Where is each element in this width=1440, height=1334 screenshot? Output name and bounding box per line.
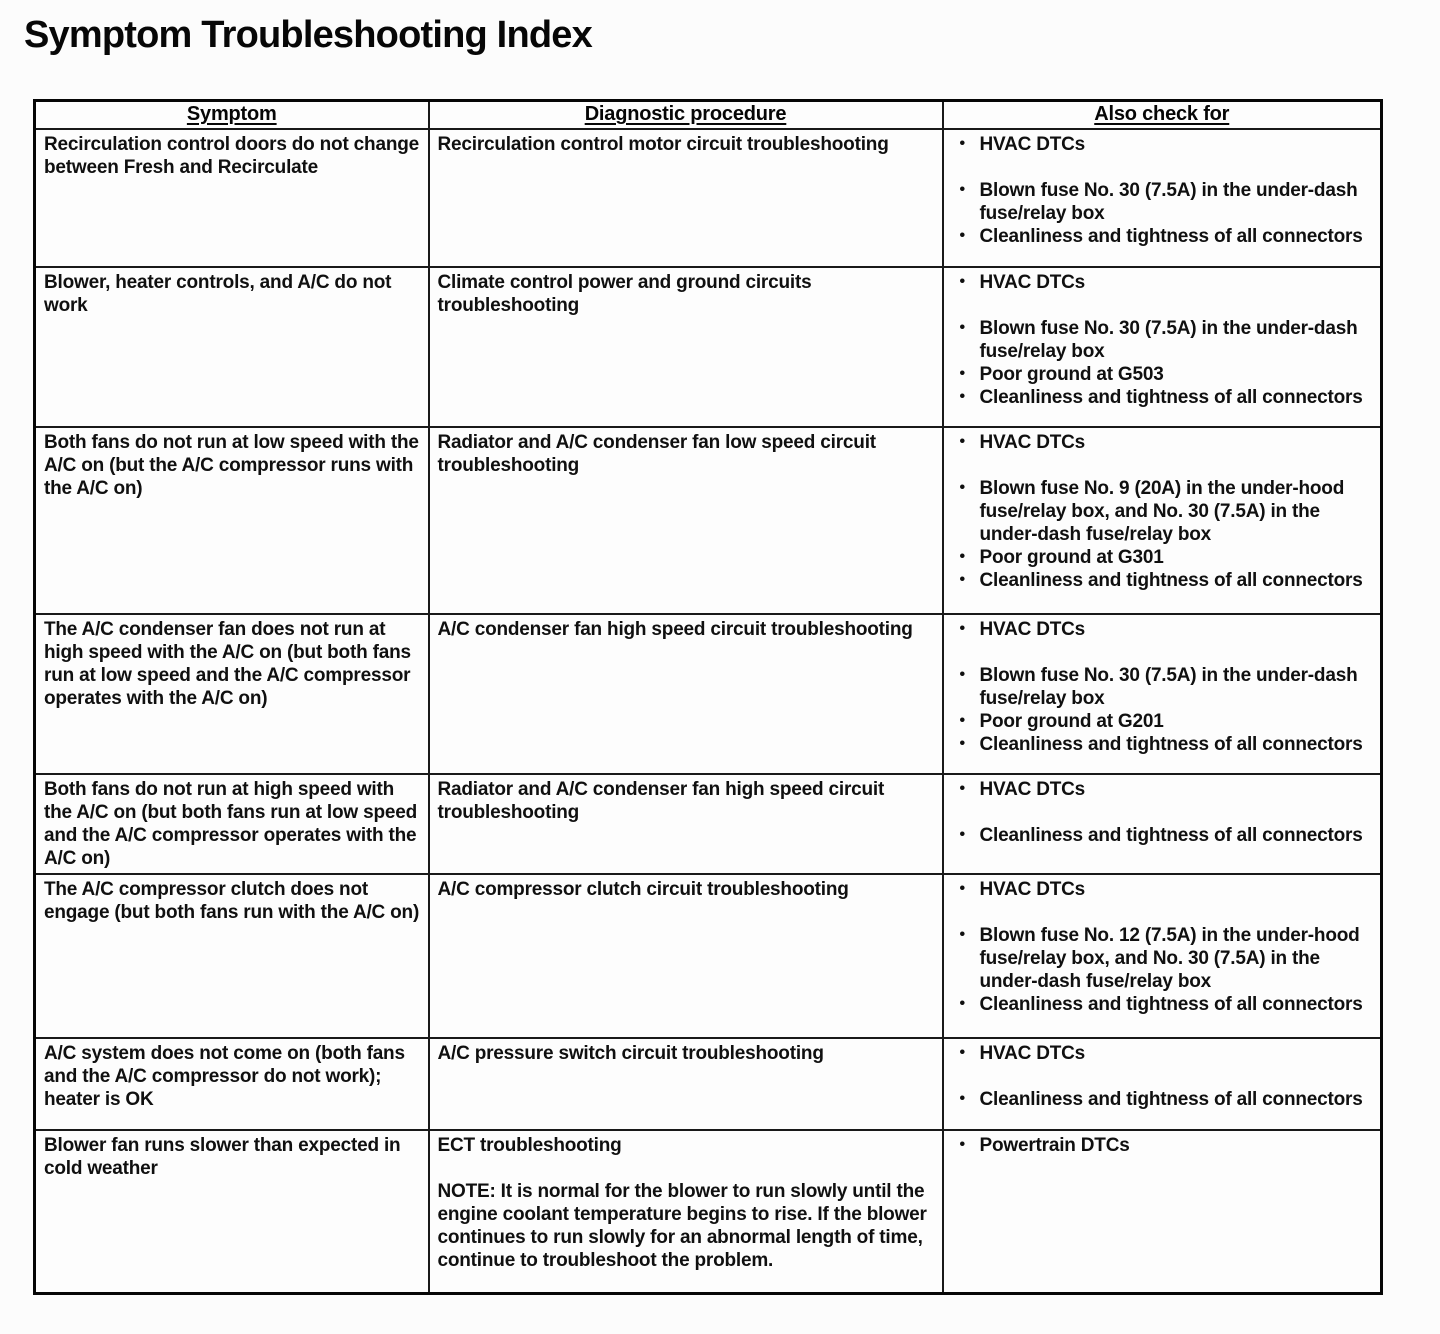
symptom-text: Both fans do not run at high speed with the A/C on (but both fans run at low speed and the A/C compressor operates with the A/C on) (44, 779, 417, 869)
bullet-icon: • (959, 273, 965, 290)
bullet-icon: • (959, 227, 965, 244)
also-check-item (952, 778, 1373, 801)
also-check-text: Poor ground at G201 (979, 711, 1164, 732)
also-check-text: Blown fuse No. 30 (7.5A) in the under-dash fuse/relay box (979, 665, 1358, 709)
procedure-cell (429, 874, 943, 1038)
also-check-text: HVAC DTCs (979, 619, 1086, 640)
bullet-icon: • (959, 571, 965, 588)
procedure-cell (429, 774, 943, 874)
procedure-text: A/C pressure switch circuit troubleshooting (437, 1043, 824, 1064)
also-check-item (952, 733, 1373, 756)
also-check-text: Cleanliness and tightness of all connectors (979, 734, 1363, 755)
symptom-cell (35, 774, 429, 874)
also-check-item (952, 133, 1373, 156)
bullet-icon: • (959, 135, 965, 152)
also-check-item (952, 924, 1373, 993)
bullet-icon: • (959, 388, 965, 405)
also-check-list (952, 431, 1373, 592)
bullet-icon: • (959, 995, 965, 1012)
also-check-list (952, 1134, 1373, 1157)
procedure-note: NOTE: It is normal for the blower to run slowly until the engine coolant temperature begins to rise. If the blower continues to run slowly for an abnormal length of time, continue to troubleshoot the problem. (437, 1181, 927, 1271)
bullet-icon: • (959, 479, 965, 496)
also-check-cell (943, 427, 1382, 614)
bullet-icon: • (959, 181, 965, 198)
procedure-text: Recirculation control motor circuit troubleshooting (437, 134, 889, 155)
also-check-text: HVAC DTCs (979, 779, 1086, 800)
also-check-text: HVAC DTCs (979, 879, 1086, 900)
also-check-text: Poor ground at G301 (979, 547, 1164, 568)
also-check-item (952, 664, 1373, 710)
also-check-item (952, 225, 1373, 248)
bullet-icon: • (959, 1044, 965, 1061)
also-check-cell (943, 129, 1382, 267)
also-check-text: Poor ground at G503 (979, 364, 1164, 385)
also-check-item (952, 993, 1373, 1016)
symptom-cell (35, 129, 429, 267)
procedure-text: A/C compressor clutch circuit troubleshooting (437, 879, 849, 900)
also-check-text: Cleanliness and tightness of all connectors (979, 570, 1363, 591)
also-check-item (952, 363, 1373, 386)
procedure-text: Climate control power and ground circuits troubleshooting (437, 272, 812, 316)
procedure-text: ECT troubleshooting (437, 1135, 622, 1156)
bullet-icon: • (959, 780, 965, 797)
also-check-text: Blown fuse No. 9 (20A) in the under-hood fuse/relay box, and No. 30 (7.5A) in the under-dash fuse/relay box (979, 478, 1345, 545)
also-check-text: HVAC DTCs (979, 432, 1086, 453)
table-row (35, 1130, 1382, 1293)
also-check-text: Cleanliness and tightness of all connectors (979, 226, 1363, 247)
table-row (35, 1038, 1382, 1130)
procedure-cell (429, 129, 943, 267)
also-check-text: Cleanliness and tightness of all connectors (979, 994, 1363, 1015)
symptom-text: Blower, heater controls, and A/C do not work (44, 272, 392, 316)
also-check-list (952, 618, 1373, 756)
also-check-text: Powertrain DTCs (979, 1135, 1130, 1156)
bullet-icon: • (959, 926, 965, 943)
procedure-text: Radiator and A/C condenser fan high speed circuit troubleshooting (437, 779, 885, 823)
also-check-list (952, 778, 1373, 847)
procedure-cell (429, 614, 943, 774)
also-check-text: Cleanliness and tightness of all connectors (979, 387, 1363, 408)
table-row (35, 874, 1382, 1038)
also-check-text: Blown fuse No. 30 (7.5A) in the under-dash fuse/relay box (979, 318, 1358, 362)
also-check-cell (943, 1130, 1382, 1293)
symptom-text: The A/C compressor clutch does not engage (but both fans run with the A/C on) (44, 879, 420, 923)
also-check-item (952, 569, 1373, 592)
also-check-text: Blown fuse No. 30 (7.5A) in the under-dash fuse/relay box (979, 180, 1358, 224)
column-header-diagnostic-procedure: Diagnostic procedure (429, 101, 943, 130)
procedure-cell (429, 267, 943, 427)
table-row (35, 774, 1382, 874)
table-row (35, 614, 1382, 774)
bullet-icon: • (959, 712, 965, 729)
column-header-also-check-for: Also check for (943, 101, 1382, 130)
also-check-item (952, 477, 1373, 546)
also-check-list (952, 271, 1373, 409)
table-header-row (35, 101, 1382, 130)
also-check-item (952, 1042, 1373, 1065)
procedure-cell (429, 427, 943, 614)
also-check-item (952, 1134, 1373, 1157)
also-check-text: HVAC DTCs (979, 1043, 1086, 1064)
also-check-item (952, 824, 1373, 847)
also-check-cell (943, 1038, 1382, 1130)
also-check-list (952, 1042, 1373, 1111)
also-check-item (952, 271, 1373, 294)
procedure-cell (429, 1038, 943, 1130)
bullet-icon: • (959, 620, 965, 637)
also-check-cell (943, 874, 1382, 1038)
also-check-item (952, 878, 1373, 901)
bullet-icon: • (959, 319, 965, 336)
also-check-text: HVAC DTCs (979, 134, 1086, 155)
also-check-cell (943, 267, 1382, 427)
also-check-list (952, 133, 1373, 248)
symptom-cell (35, 874, 429, 1038)
also-check-text: Cleanliness and tightness of all connectors (979, 1089, 1363, 1110)
bullet-icon: • (959, 735, 965, 752)
symptom-text: A/C system does not come on (both fans and the A/C compressor do not work); heater is OK (44, 1043, 405, 1110)
symptom-cell (35, 1038, 429, 1130)
page-title: Symptom Troubleshooting Index (24, 14, 592, 56)
also-check-item (952, 1088, 1373, 1111)
symptom-cell (35, 267, 429, 427)
also-check-item (952, 618, 1373, 641)
table-row (35, 267, 1382, 427)
symptom-text: Blower fan runs slower than expected in cold weather (44, 1135, 401, 1179)
symptom-troubleshooting-table (33, 99, 1383, 1295)
also-check-text: Cleanliness and tightness of all connectors (979, 825, 1363, 846)
bullet-icon: • (959, 1136, 965, 1153)
symptom-table-body (35, 129, 1382, 1293)
bullet-icon: • (959, 433, 965, 450)
bullet-icon: • (959, 666, 965, 683)
also-check-item (952, 546, 1373, 569)
also-check-cell (943, 614, 1382, 774)
also-check-text: HVAC DTCs (979, 272, 1086, 293)
column-header-symptom: Symptom (35, 101, 429, 130)
bullet-icon: • (959, 365, 965, 382)
symptom-cell (35, 427, 429, 614)
also-check-item (952, 386, 1373, 409)
table-row (35, 427, 1382, 614)
symptom-text: Recirculation control doors do not change between Fresh and Recirculate (44, 134, 419, 178)
procedure-text: A/C condenser fan high speed circuit troubleshooting (437, 619, 913, 640)
bullet-icon: • (959, 826, 965, 843)
also-check-list (952, 878, 1373, 1016)
symptom-cell (35, 614, 429, 774)
also-check-item (952, 179, 1373, 225)
bullet-icon: • (959, 548, 965, 565)
procedure-text: Radiator and A/C condenser fan low speed circuit troubleshooting (437, 432, 876, 476)
bullet-icon: • (959, 1090, 965, 1107)
bullet-icon: • (959, 880, 965, 897)
also-check-item (952, 431, 1373, 454)
symptom-text: Both fans do not run at low speed with the A/C on (but the A/C compressor runs with the A/C on) (44, 432, 419, 499)
also-check-cell (943, 774, 1382, 874)
symptom-text: The A/C condenser fan does not run at high speed with the A/C on (but both fans run at low speed and the A/C compressor operates with the A/C on) (44, 619, 411, 709)
table-row (35, 129, 1382, 267)
symptom-cell (35, 1130, 429, 1293)
procedure-cell (429, 1130, 943, 1293)
also-check-item (952, 317, 1373, 363)
also-check-item (952, 710, 1373, 733)
also-check-text: Blown fuse No. 12 (7.5A) in the under-hood fuse/relay box, and No. 30 (7.5A) in the under-dash fuse/relay box (979, 925, 1360, 992)
